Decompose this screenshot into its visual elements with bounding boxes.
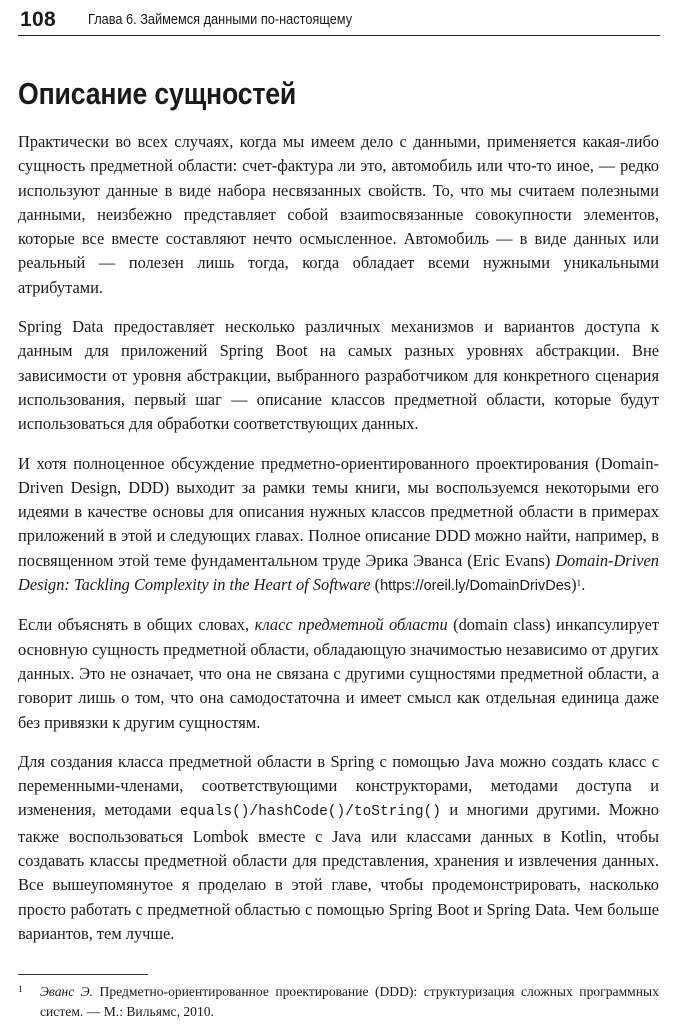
footnote-body bbox=[40, 982, 659, 1022]
paragraph-5-text: и многими другими. Можно также воспользоваться Lombok вместе с Java или классами данных в Kotlin, чтобы создавать классы предметной области для представления, хранения и извлечения данных. Все вышеупомянутое я проделаю в этой главе, чтобы продемонстрировать, насколько просто работать с предметной областью с помощью Spring Boot и Spring Data. Чем больше вариантов, тем лучше. bbox=[18, 800, 659, 943]
running-header bbox=[18, 6, 660, 38]
paragraph-4-intro: Если объяснять в общих словах, bbox=[18, 615, 255, 635]
paragraph-4 bbox=[18, 613, 659, 734]
domain-class-term: класс предметной области bbox=[254, 615, 448, 635]
code-methods: equals()/hashCode()/toString() bbox=[179, 804, 441, 821]
paragraph-3-end: . bbox=[581, 575, 586, 595]
body-text bbox=[18, 130, 659, 961]
page-number: 108 bbox=[20, 8, 56, 31]
section-heading: Описание сущностей bbox=[18, 76, 297, 111]
paren-open: ( bbox=[370, 575, 381, 595]
paren-close: ) bbox=[571, 575, 577, 595]
footnote-mark: 1 bbox=[18, 985, 23, 995]
footnote-author: Эванс Э. bbox=[40, 984, 94, 999]
footnote-reference[interactable]: 1 bbox=[576, 579, 582, 590]
paragraph-4-text: (domain class) инкапсулирует основную сущность предметной области, обладающую значимостью независимо от других данных. Это не означает, что она не связана с другими сущностями предметной области, а говорит лишь о том, что она самодостаточна и имеет смысл как отдельная единица даже без привязки к другим сущностям. bbox=[18, 615, 660, 732]
paragraph-5 bbox=[18, 750, 659, 946]
chapter-title: Глава 6. Займемся данными по-настоящему bbox=[88, 12, 353, 28]
header-rule bbox=[18, 35, 660, 36]
footnote bbox=[18, 982, 659, 1022]
book-title: Domain-Driven Design: Tackling Complexity in the Heart of Software bbox=[18, 550, 659, 595]
book-url-link[interactable]: https://oreil.ly/DomainDrivDes bbox=[380, 578, 572, 595]
paragraph-3 bbox=[18, 452, 659, 599]
paragraph-3-text: И хотя полноценное обсуждение предметно-ориентированного проектирования (Domain-Driven Design, DDD) выходит за рамки темы книги, мы воспользуемся некоторыми его идеями в качестве основы для описания нужных классов предметной области в примерах приложений в этой и следующих главах. Полное описание DDD можно найти, например, в посвященном этой теме фундаментальном труде Эрика Эванса (Eric Evans) bbox=[18, 453, 659, 570]
paragraph-5-intro: Для создания класса предметной области в Spring с помощью Java можно создать класс с переменными-членами, соответствующими конструкторами, методами доступа и изменения, методами bbox=[18, 751, 659, 820]
paragraph-1: Практически во всех случаях, когда мы имеем дело с данными, применяется какая-либо сущность предметной области: счет-фактура ли это, автомобиль или что-то иное, — редко используют данные в виде набора несвязанных свойств. То, что мы считаем полезными данными, неизбежно представляет собой взаиmосвязанные совокупности элементов, которые все вместе составляют нечто осмысленное. Автомобиль — в виде данных или реальный — полезен лишь тогда, когда обладает всеми нужными уникальными атрибутами. bbox=[18, 132, 659, 297]
paragraph-2: Spring Data предоставляет несколько различных механизмов и вариантов доступа к данным для приложений Spring Boot на самых разных уровнях абстракции. Вне зависимости от уровня абстракции, выбранного разработчиком для конкретного сценария использования, первый шаг — описание классов предметной области, которые будут использоваться для обработки соответствующих данных. bbox=[18, 317, 659, 434]
footnote-text: Предметно-ориентированное проектирование (DDD): структуризация сложных программных систем. — М.: Вильямс, 2010. bbox=[40, 984, 659, 1019]
footnote-rule bbox=[18, 974, 148, 975]
